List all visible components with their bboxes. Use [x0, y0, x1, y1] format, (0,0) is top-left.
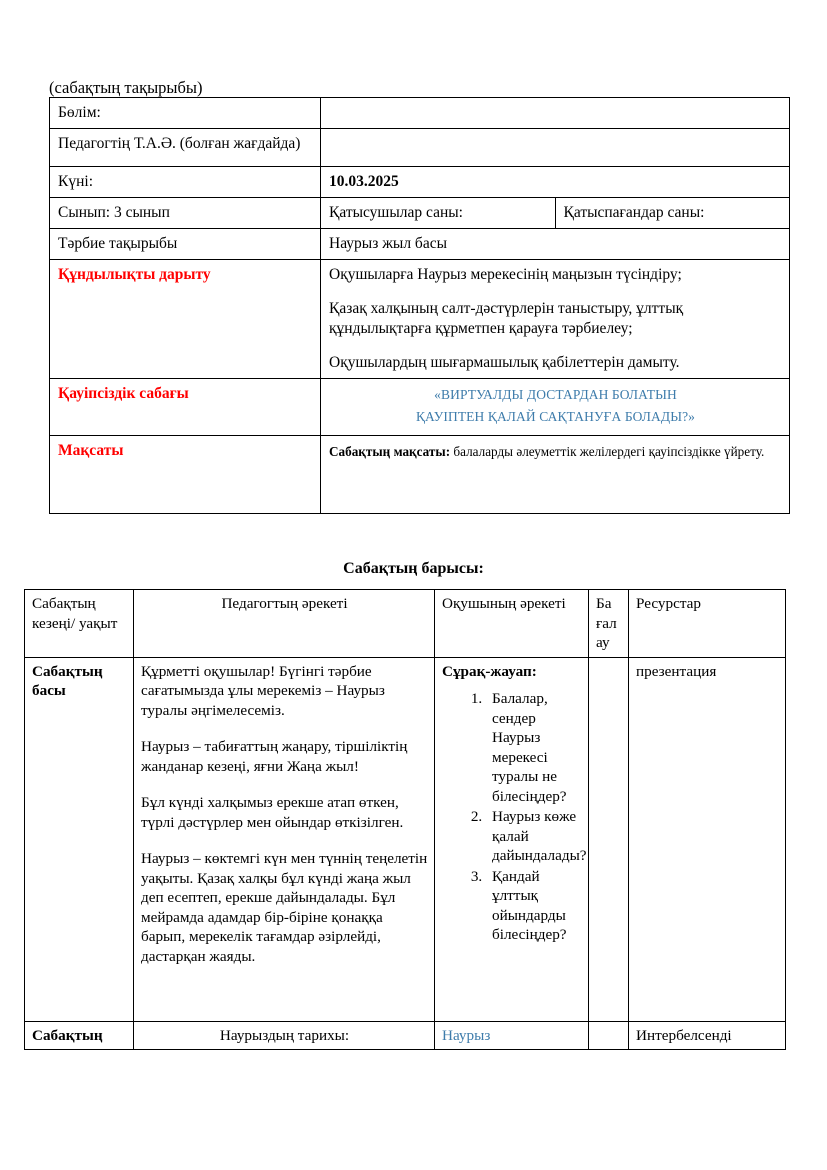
- goal-label: Мақсаты: [50, 436, 321, 514]
- header-student-activity: Оқушының әрекеті: [435, 590, 589, 658]
- absent-label: Қатыспағандар саны:: [555, 198, 790, 229]
- pedagog-value[interactable]: [321, 129, 790, 167]
- teacher-paragraph: Құрметті оқушылар! Бүгінгі тәрбие сағатымызда ұлы мерекеміз – Наурыз туралы әңгімелесеміз.: [141, 662, 385, 719]
- student-activity-title: Сұрақ-жауап:: [442, 662, 537, 680]
- cell-stage: Сабақтың: [25, 1021, 134, 1050]
- teacher-paragraph: Наурыз – көктемгі күн мен түннің теңелетін уақыты. Қазақ халқы бұл күнді жаңа жыл деп есептеп, ерекше дайындалады. Бұл мейрамда адамдар бір-біріне қонаққа барып, мерекелік тағамдар әзірлейді, дастарқан жаяды.: [141, 850, 428, 965]
- values-label: Құндылықты дарыту: [50, 260, 321, 379]
- table-row: [50, 260, 790, 379]
- table-row: [50, 198, 790, 229]
- values-paragraph: Оқушыларға Наурыз мерекесінің маңызын түсіндіру;: [329, 266, 682, 283]
- goal-bold-label: Сабақтың мақсаты:: [329, 444, 451, 459]
- cell-stage: Сабақтың басы: [25, 657, 134, 1021]
- goal-content: [321, 436, 790, 514]
- safety-title: [321, 379, 790, 436]
- table-row: [50, 129, 790, 167]
- teacher-paragraph: Бұл күнді халқымыз ерекше атап өткен, түрлі дәстүрлер мен ойындар өткізілген.: [141, 794, 404, 831]
- participants-label: Қатысушылар саны:: [321, 198, 556, 229]
- cell-assessment[interactable]: [589, 657, 629, 1021]
- values-paragraph: Қазақ халқының салт-дәстүрлерін таныстыру, ұлттық құндылықтарға құрметпен қарауға тәрбиелеу;: [329, 300, 684, 337]
- table-row: [50, 98, 790, 129]
- cell-teacher-activity: [134, 657, 435, 1021]
- date-label: Күні:: [50, 167, 321, 198]
- header-assessment: Ба ғал ау: [589, 590, 629, 658]
- header-teacher-activity: Педагогтың әрекеті: [134, 590, 435, 658]
- table-row: [50, 379, 790, 436]
- pedagog-label: Педагогтің Т.А.Ә. (болған жағдайда): [50, 129, 321, 167]
- table-row: [50, 229, 790, 260]
- lesson-info-table: [49, 97, 790, 514]
- student-question-list: [442, 689, 587, 945]
- values-content: [321, 260, 790, 379]
- bolim-label: Бөлім:: [50, 98, 321, 129]
- topic-value: Наурыз жыл басы: [321, 229, 790, 260]
- lesson-topic-caption: (сабақтың тақырыбы): [49, 78, 203, 97]
- values-paragraph: Оқушылардың шығармашылық қабілеттерін дамыту.: [329, 354, 680, 371]
- topic-label: Тәрбие тақырыбы: [50, 229, 321, 260]
- safety-title-line1: «ВИРТУАЛДЫ ДОСТАРДАН БОЛАТЫН: [434, 387, 677, 402]
- header-resources: Ресурстар: [629, 590, 786, 658]
- list-item: 1. Балалар, сендер Наурыз мерекесі туралы не білесіңдер?: [486, 689, 582, 806]
- bolim-value[interactable]: [321, 98, 790, 129]
- cell-teacher-activity: Наурыздың тарихы:: [134, 1021, 435, 1050]
- cell-resources: презентация: [629, 657, 786, 1021]
- cell-student-activity: [435, 657, 589, 1021]
- cell-resources: Интербелсенді: [629, 1021, 786, 1050]
- safety-title-line2: ҚАУІПТЕН ҚАЛАЙ САҚТАНУҒА БОЛАДЫ?»: [415, 409, 696, 424]
- header-stage: Сабақтың кезеңі/ уақыт: [25, 590, 134, 658]
- goal-text: балаларды әлеуметтік желілердегі қауіпсіздікке үйрету.: [450, 444, 765, 459]
- table-header-row: [25, 590, 786, 658]
- class-label: Сынып: 3 сынып: [50, 198, 321, 229]
- table-row: [50, 167, 790, 198]
- safety-label: Қауіпсіздік сабағы: [50, 379, 321, 436]
- table-row: [50, 436, 790, 514]
- table-row: [25, 1021, 786, 1050]
- cell-assessment[interactable]: [589, 1021, 629, 1050]
- date-value[interactable]: 10.03.2025: [321, 167, 790, 198]
- list-item: 3. Қандай ұлттық ойындарды білесіңдер?: [486, 867, 582, 945]
- lesson-flow-table: [24, 589, 786, 1050]
- lesson-flow-caption: Сабақтың барысы:: [343, 560, 484, 577]
- list-item: 2. Наурыз көже қалай дайындалады?: [486, 807, 582, 866]
- table-row: [25, 657, 786, 1021]
- teacher-paragraph: Наурыз – табиғаттың жаңару, тіршіліктің жанданар кезеңі, яғни Жаңа жыл!: [141, 738, 408, 775]
- cell-student-activity[interactable]: Наурыз: [435, 1021, 589, 1050]
